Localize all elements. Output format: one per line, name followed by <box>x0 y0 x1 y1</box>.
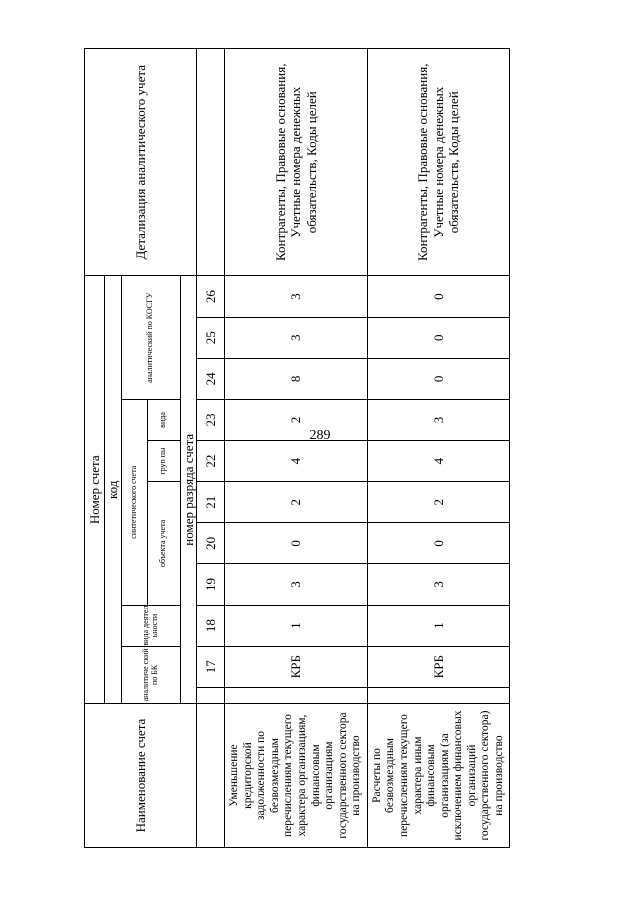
digit-19: 3 <box>225 564 368 605</box>
digit-cell: 18 <box>197 605 225 646</box>
digit-24: 0 <box>367 358 510 399</box>
bk-code: КРБ <box>367 646 510 687</box>
digit-21: 2 <box>367 482 510 523</box>
header-kosgu: аналитический по КОСГУ <box>121 276 180 399</box>
digit-20: 0 <box>367 523 510 564</box>
digit-cell: 17 <box>197 646 225 687</box>
digit-24: 8 <box>225 358 368 399</box>
digit-26: 0 <box>367 276 510 317</box>
detail-text: Контрагенты, Правовые основания, Учетные номера денежных обязательств, Коды целей <box>367 49 510 276</box>
digit-25: 0 <box>367 317 510 358</box>
digit-23: 2 <box>225 399 368 440</box>
detail-text: Контрагенты, Правовые основания, Учетные номера денежных обязательств, Коды целей <box>225 49 368 276</box>
bk-code: КРБ <box>225 646 368 687</box>
header-code: код <box>105 276 122 704</box>
bk-spacer <box>225 687 368 703</box>
rotated-table-container <box>84 48 505 848</box>
header-synthetic: синтетического счета <box>121 399 147 605</box>
digit-cell: 22 <box>197 441 225 482</box>
header-name: Наименование счета <box>85 704 197 848</box>
accounts-table <box>84 48 510 848</box>
activity-code: 1 <box>225 605 368 646</box>
digit-25: 3 <box>225 317 368 358</box>
account-name: Расчеты по безвозмездным перечислениям текущего характера иным финансовым организациям (за исключением финансовых организаций государственного сектора) на производство <box>367 704 510 848</box>
account-name: Уменьшение кредиторской задолженности по безвозмездным перечислениям текущего характера организациям, финансовым организациям государственного сектора на производство <box>225 704 368 848</box>
header-detail-spacer <box>197 49 225 276</box>
digit-23: 3 <box>367 399 510 440</box>
digit-22: 4 <box>225 441 368 482</box>
table-row <box>367 49 510 848</box>
digit-cell: 24 <box>197 358 225 399</box>
table-row <box>225 49 368 848</box>
header-group: груп пы <box>147 441 180 482</box>
activity-code: 1 <box>367 605 510 646</box>
header-name-spacer <box>197 704 225 848</box>
digit-21: 2 <box>225 482 368 523</box>
digit-cell: 23 <box>197 399 225 440</box>
digit-26: 3 <box>225 276 368 317</box>
digit-22: 4 <box>367 441 510 482</box>
page-number: 289 <box>309 428 331 443</box>
digit-cell: 20 <box>197 523 225 564</box>
header-account-number: Номер счета <box>85 276 105 704</box>
header-activity: вида деятел ьности <box>121 605 180 646</box>
header-detail: Детализация аналитического учета <box>85 49 197 276</box>
header-bk: аналитиче ский по БК <box>121 646 180 703</box>
digit-20: 0 <box>225 523 368 564</box>
digit-19: 3 <box>367 564 510 605</box>
digit-cell: 19 <box>197 564 225 605</box>
header-object: объекта учета <box>147 482 180 605</box>
digit-cell: 21 <box>197 482 225 523</box>
header-kind: вида <box>147 399 180 440</box>
bk-spacer <box>197 687 225 703</box>
digit-cell: 25 <box>197 317 225 358</box>
header-digit-number: номер разряда счета <box>180 276 197 704</box>
digit-cell: 26 <box>197 276 225 317</box>
bk-spacer <box>367 687 510 703</box>
